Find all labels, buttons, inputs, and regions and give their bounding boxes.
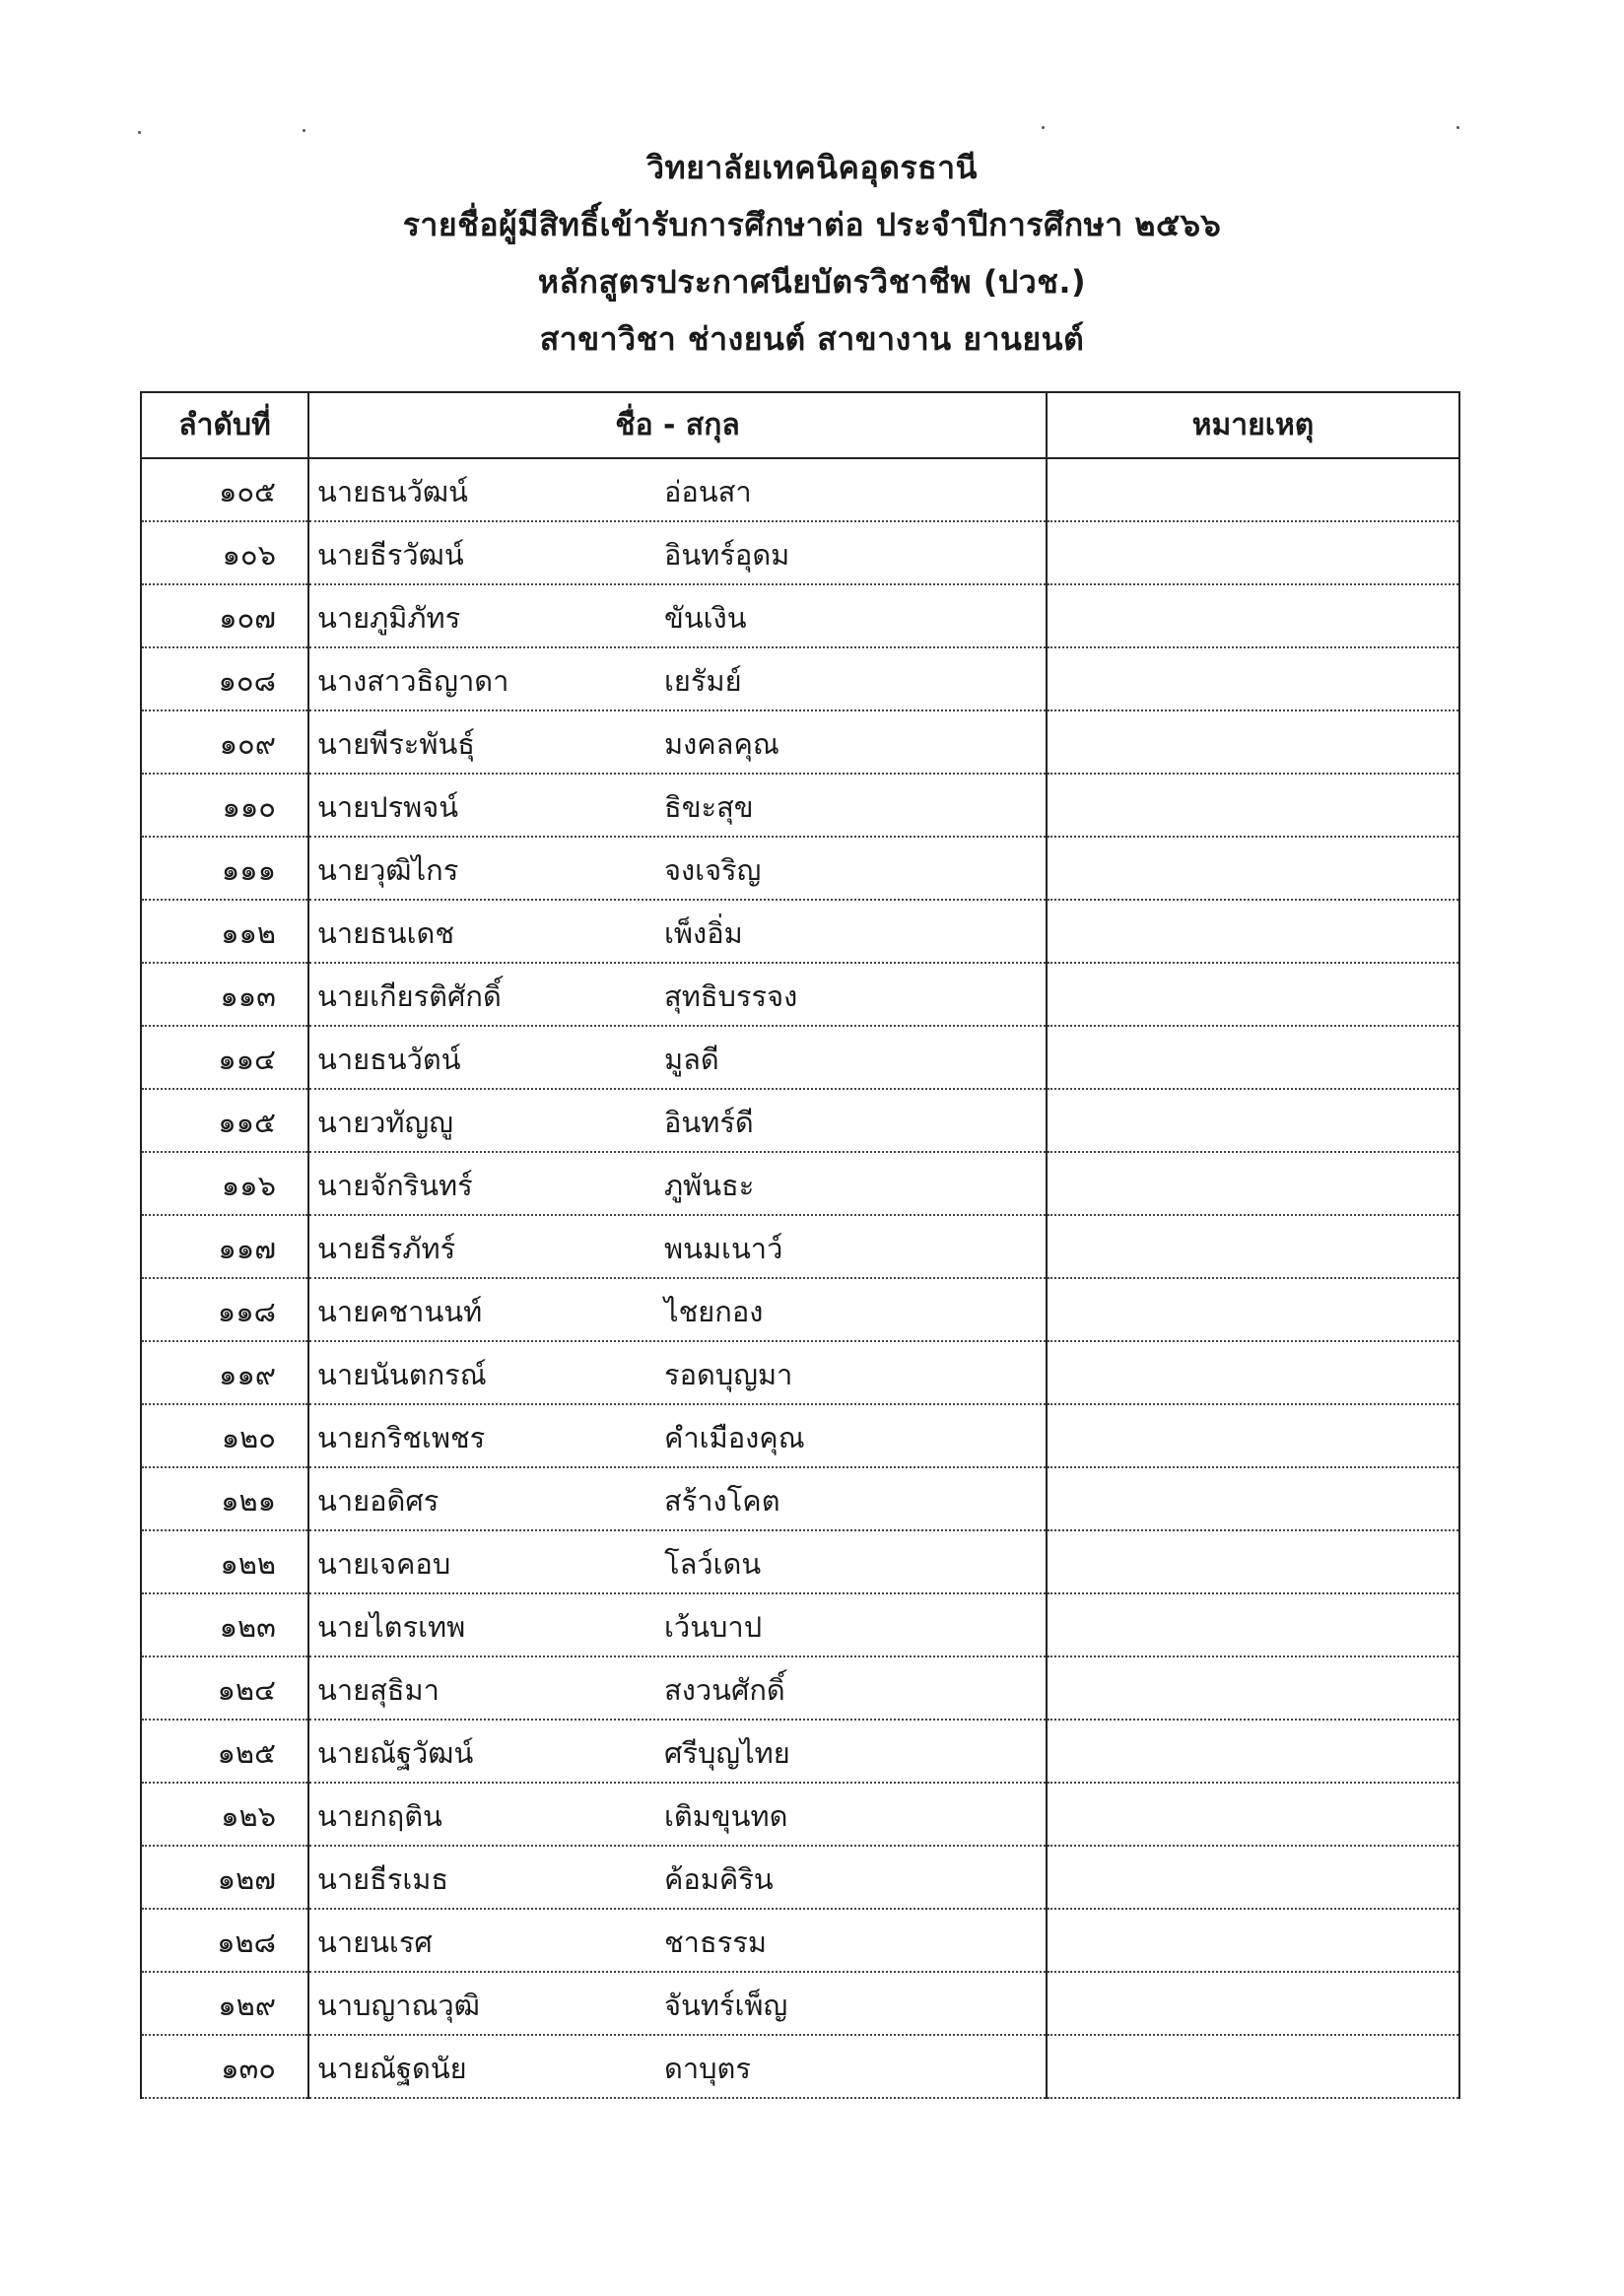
first-name: นายนเรศ xyxy=(317,1925,433,1959)
table-row xyxy=(141,1278,1459,1341)
first-name: นายเกียรติศักดิ์ xyxy=(317,979,502,1013)
last-name: ศรีบุญไทย xyxy=(664,1736,790,1770)
department-name: สาขาวิชา ช่างยนต์ สาขางาน ยานยนต์ xyxy=(539,320,1085,358)
name-cell xyxy=(308,710,1047,774)
table-row xyxy=(141,647,1459,710)
note-cell xyxy=(1047,1089,1459,1152)
name-cell xyxy=(308,1593,1047,1656)
row-number: ๑๒๐ xyxy=(141,1404,308,1467)
name-cell xyxy=(308,1530,1047,1593)
row-number: ๑๐๕ xyxy=(141,458,308,521)
first-name: นายไตรเทพ xyxy=(317,1610,466,1644)
row-number: ๑๒๑ xyxy=(141,1467,308,1530)
first-name: นายกฤติน xyxy=(317,1799,442,1833)
table-row xyxy=(141,1720,1459,1783)
note-cell xyxy=(1047,1341,1459,1404)
row-number: ๑๑๘ xyxy=(141,1278,308,1341)
note-cell xyxy=(1047,774,1459,837)
last-name: ไชยกอง xyxy=(664,1295,764,1328)
first-name: นายคชานนท์ xyxy=(317,1295,483,1328)
name-cell xyxy=(308,1656,1047,1720)
note-cell xyxy=(1047,1720,1459,1783)
last-name: จันทร์เพ็ญ xyxy=(664,1989,788,2022)
row-number: ๑๐๖ xyxy=(141,521,308,584)
first-name: นาบญาณวุฒิ xyxy=(317,1989,480,2022)
row-number: ๑๑๗ xyxy=(141,1215,308,1278)
note-cell xyxy=(1047,1404,1459,1467)
scan-speck xyxy=(138,131,141,134)
row-number: ๑๑๐ xyxy=(141,774,308,837)
note-cell xyxy=(1047,900,1459,963)
note-cell xyxy=(1047,584,1459,647)
note-cell xyxy=(1047,1783,1459,1846)
last-name: สงวนศักดิ์ xyxy=(664,1673,785,1707)
last-name: ธิขะสุข xyxy=(664,790,754,824)
table-row xyxy=(141,837,1459,900)
row-number: ๑๐๗ xyxy=(141,584,308,647)
first-name: นายวทัญญู xyxy=(317,1106,453,1139)
table-row xyxy=(141,1846,1459,1909)
table-row xyxy=(141,1783,1459,1846)
table-row xyxy=(141,1467,1459,1530)
first-name: นายธีรภัทร์ xyxy=(317,1232,456,1265)
table-row xyxy=(141,900,1459,963)
note-cell xyxy=(1047,1026,1459,1089)
note-cell xyxy=(1047,2035,1459,2098)
first-name: นายเจคอบ xyxy=(317,1547,451,1581)
first-name: นายณัฐดนัย xyxy=(317,2052,467,2085)
name-cell xyxy=(308,1089,1047,1152)
name-cell xyxy=(308,521,1047,584)
last-name: ค้อมคิริน xyxy=(664,1862,774,1896)
row-number: ๑๓๐ xyxy=(141,2035,308,2098)
table-row xyxy=(141,1656,1459,1720)
name-cell xyxy=(308,2035,1047,2098)
table-row xyxy=(141,1530,1459,1593)
row-number: ๑๑๑ xyxy=(141,837,308,900)
table-row xyxy=(141,963,1459,1026)
table-row xyxy=(141,2035,1459,2098)
first-name: นายภูมิภัทร xyxy=(317,601,461,635)
student-table xyxy=(140,391,1460,2099)
name-cell xyxy=(308,458,1047,521)
list-title: รายชื่อผู้มีสิทธิ์เข้ารับการศึกษาต่อ ประจำปีการศึกษา ๒๕๖๖ xyxy=(402,206,1222,243)
column-header-number: ลำดับที่ xyxy=(141,392,308,458)
row-number: ๑๒๗ xyxy=(141,1846,308,1909)
table-row xyxy=(141,1341,1459,1404)
note-cell xyxy=(1047,521,1459,584)
note-cell xyxy=(1047,710,1459,774)
table-row xyxy=(141,1026,1459,1089)
name-cell xyxy=(308,1783,1047,1846)
first-name: นายจักรินทร์ xyxy=(317,1169,473,1202)
student-table-container xyxy=(140,391,1458,2099)
scan-speck xyxy=(303,129,305,132)
row-number: ๑๒๔ xyxy=(141,1656,308,1720)
name-cell xyxy=(308,1467,1047,1530)
name-cell xyxy=(308,1972,1047,2035)
row-number: ๑๑๒ xyxy=(141,900,308,963)
last-name: รอดบุญมา xyxy=(664,1358,793,1391)
first-name: นายธีรเมธ xyxy=(317,1862,449,1896)
first-name: นายนันตกรณ์ xyxy=(317,1358,487,1391)
first-name: นายธนวัฒน์ xyxy=(317,475,468,508)
first-name: นางสาวธิญาดา xyxy=(317,664,509,698)
row-number: ๑๐๘ xyxy=(141,647,308,710)
note-cell xyxy=(1047,1530,1459,1593)
first-name: นายวุฒิไกร xyxy=(317,853,459,887)
last-name: คำเมืองคุณ xyxy=(664,1421,805,1454)
row-number: ๑๒๒ xyxy=(141,1530,308,1593)
row-number: ๑๒๓ xyxy=(141,1593,308,1656)
scan-speck xyxy=(1042,126,1045,129)
table-row xyxy=(141,1152,1459,1215)
first-name: นายกริชเพชร xyxy=(317,1421,486,1454)
row-number: ๑๐๙ xyxy=(141,710,308,774)
note-cell xyxy=(1047,1846,1459,1909)
program-name: หลักสูตรประกาศนียบัตรวิชาชีพ (ปวช.) xyxy=(537,263,1087,301)
name-cell xyxy=(308,1720,1047,1783)
name-cell xyxy=(308,1215,1047,1278)
row-number: ๑๑๓ xyxy=(141,963,308,1026)
last-name: ภูพันธะ xyxy=(664,1169,755,1202)
name-cell xyxy=(308,837,1047,900)
last-name: จงเจริญ xyxy=(664,853,762,887)
table-row xyxy=(141,1972,1459,2035)
column-header-note: หมายเหตุ xyxy=(1047,392,1459,458)
name-cell xyxy=(308,1909,1047,1972)
last-name: เพ็งอิ่ม xyxy=(664,916,743,950)
row-number: ๑๒๘ xyxy=(141,1909,308,1972)
table-row xyxy=(141,458,1459,521)
column-header-name: ชื่อ - สกุล xyxy=(308,392,1047,458)
first-name: นายณัฐวัฒน์ xyxy=(317,1736,474,1770)
last-name: สร้างโคต xyxy=(664,1484,780,1518)
table-row xyxy=(141,1404,1459,1467)
table-header-row xyxy=(141,392,1459,458)
table-body xyxy=(141,458,1459,2098)
row-number: ๑๑๙ xyxy=(141,1341,308,1404)
note-cell xyxy=(1047,1215,1459,1278)
scan-speck xyxy=(1456,126,1459,129)
table-row xyxy=(141,521,1459,584)
first-name: นายสุธิมา xyxy=(317,1673,440,1707)
name-cell xyxy=(308,1341,1047,1404)
last-name: ชาธรรม xyxy=(664,1925,767,1959)
first-name: นายธนเดช xyxy=(317,916,455,950)
note-cell xyxy=(1047,1972,1459,2035)
name-cell xyxy=(308,1152,1047,1215)
note-cell xyxy=(1047,1909,1459,1972)
note-cell xyxy=(1047,1656,1459,1720)
row-number: ๑๒๖ xyxy=(141,1783,308,1846)
row-number: ๑๑๕ xyxy=(141,1089,308,1152)
name-cell xyxy=(308,1404,1047,1467)
note-cell xyxy=(1047,1593,1459,1656)
last-name: เว้นบาป xyxy=(664,1610,763,1644)
last-name: เยรัมย์ xyxy=(664,664,742,698)
first-name: นายพีระพันธุ์ xyxy=(317,727,476,761)
last-name: ดาบุตร xyxy=(664,2052,751,2085)
name-cell xyxy=(308,1278,1047,1341)
name-cell xyxy=(308,774,1047,837)
table-row xyxy=(141,1215,1459,1278)
document-header xyxy=(0,148,1624,376)
last-name: เติมขุนทด xyxy=(664,1799,788,1833)
first-name: นายธีรวัฒน์ xyxy=(317,538,464,572)
first-name: นายอดิศร xyxy=(317,1484,440,1518)
first-name: นายธนวัตน์ xyxy=(317,1043,461,1076)
note-cell xyxy=(1047,1278,1459,1341)
row-number: ๑๒๕ xyxy=(141,1720,308,1783)
table-row xyxy=(141,1909,1459,1972)
table-row xyxy=(141,1593,1459,1656)
name-cell xyxy=(308,1026,1047,1089)
note-cell xyxy=(1047,963,1459,1026)
table-row xyxy=(141,710,1459,774)
last-name: อินทร์ดี xyxy=(664,1106,754,1139)
note-cell xyxy=(1047,647,1459,710)
name-cell xyxy=(308,900,1047,963)
row-number: ๑๑๖ xyxy=(141,1152,308,1215)
name-cell xyxy=(308,584,1047,647)
last-name: อินทร์อุดม xyxy=(664,538,790,572)
note-cell xyxy=(1047,1467,1459,1530)
note-cell xyxy=(1047,1152,1459,1215)
last-name: ขันเงิน xyxy=(664,601,747,635)
first-name: นายปรพจน์ xyxy=(317,790,459,824)
last-name: สุทธิบรรจง xyxy=(664,979,798,1013)
note-cell xyxy=(1047,458,1459,521)
last-name: มูลดี xyxy=(664,1043,719,1076)
table-row xyxy=(141,774,1459,837)
name-cell xyxy=(308,647,1047,710)
row-number: ๑๒๙ xyxy=(141,1972,308,2035)
college-name: วิทยาลัยเทคนิคอุดรธานี xyxy=(646,149,978,186)
name-cell xyxy=(308,963,1047,1026)
name-cell xyxy=(308,1846,1047,1909)
last-name: พนมเนาว์ xyxy=(664,1232,783,1265)
table-row xyxy=(141,584,1459,647)
row-number: ๑๑๔ xyxy=(141,1026,308,1089)
last-name: โลว์เดน xyxy=(664,1547,762,1581)
note-cell xyxy=(1047,837,1459,900)
last-name: มงคลคุณ xyxy=(664,727,779,761)
last-name: อ่อนสา xyxy=(664,475,752,508)
table-row xyxy=(141,1089,1459,1152)
